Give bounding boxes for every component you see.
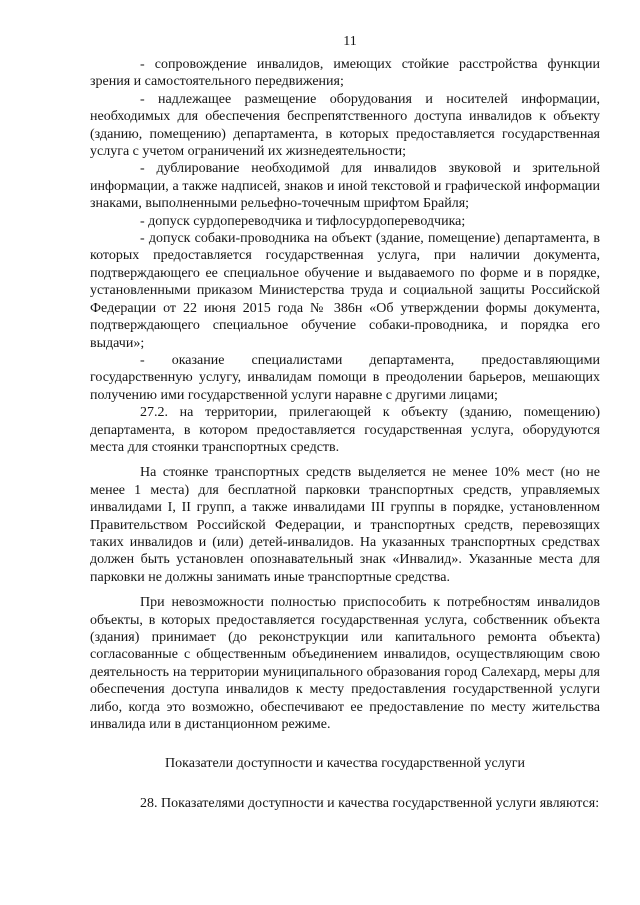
section-heading: Показатели доступности и качества государственной услуги [165,756,525,772]
paragraph-accessibility-measures: При невозможности полностью приспособить к потребностям инвалидов объекты, в которых предоставляется государственная услуга, собственник объекта (здания) принимает (до реконструкции или капитального ремонта объекта) согласованные с общественным объединением инвалидов, осуществляющим свою деятельность на территории муниципального образования город Салехард, меры для обеспечения доступа инвалидов к месту предоставления государственной услуги либо, когда это возможно, обеспечивают ее предоставление по месту жительства инвалида или в дистанционном режиме. [90,595,600,733]
paragraph-escort-visually-impaired: - сопровождение инвалидов, имеющих стойкие расстройства функции зрения и самостоятельного передвижения; [90,57,600,90]
paragraph-parking-quota: На стоянке транспортных средств выделяется не менее 10% мест (но не менее 1 места) для бесплатной парковки транспортных средств, управляемых инвалидами I, II групп, а также инвалидами III группы в порядке, установленном Правительством Российской Федерации, и транспортных средств, перевозящих таких инвалидов и (или) детей-инвалидов. На указанных транспортных средствах должен быть установлен опознавательный знак «Инвалид». Указанные места для парковки не должны занимать иные транспортные средства. [90,465,600,585]
paragraph-staff-assistance: - оказание специалистами департамента, предоставляющими государственную услугу, инвалидам помощи в преодолении барьеров, мешающих получению ими государственной услуги наравне с другими лицами; [90,352,600,403]
paragraph-braille-duplication: - дублирование необходимой для инвалидов звуковой и зрительной информации, а также надписей, знаков и иной текстовой и графической информации знаками, выполненными рельефно-точечным шрифтом Брайля; [90,161,600,212]
paragraph-28-indicators: 28. Показателями доступности и качества государственной услуги являются: [140,795,600,811]
paragraph-guide-dog: - допуск собаки-проводника на объект (здание, помещение) департамента, в которых предоставляется государственная услуга, при наличии документа, подтверждающего ее специальное обучение и выдаваемого по форме и в порядке, установленными приказом Министерства труда и социальной защиты Российской Федерации от 22 июня 2015 года № 386н «Об утверждении формы документа, подтверждающего специальное обучение собаки-проводника, и порядка его выдачи»; [90,231,600,351]
paragraph-27-2-parking: 27.2. на территории, прилегающей к объекту (зданию, помещению) департамента, в котором предоставляется государственная услуга, оборудуются места для стоянки транспортных средств. [90,405,600,455]
paragraph-sign-interpreter: - допуск сурдопереводчика и тифлосурдопереводчика; [140,213,466,229]
page-number: 11 [343,34,357,49]
paragraph-equipment-placement: - надлежащее размещение оборудования и носителей информации, необходимых для обеспечения беспрепятственного доступа инвалидов к объекту (зданию, помещению) департамента, в которых предоставляется государственная услуга с учетом ограничений их жизнедеятельности; [90,91,600,160]
